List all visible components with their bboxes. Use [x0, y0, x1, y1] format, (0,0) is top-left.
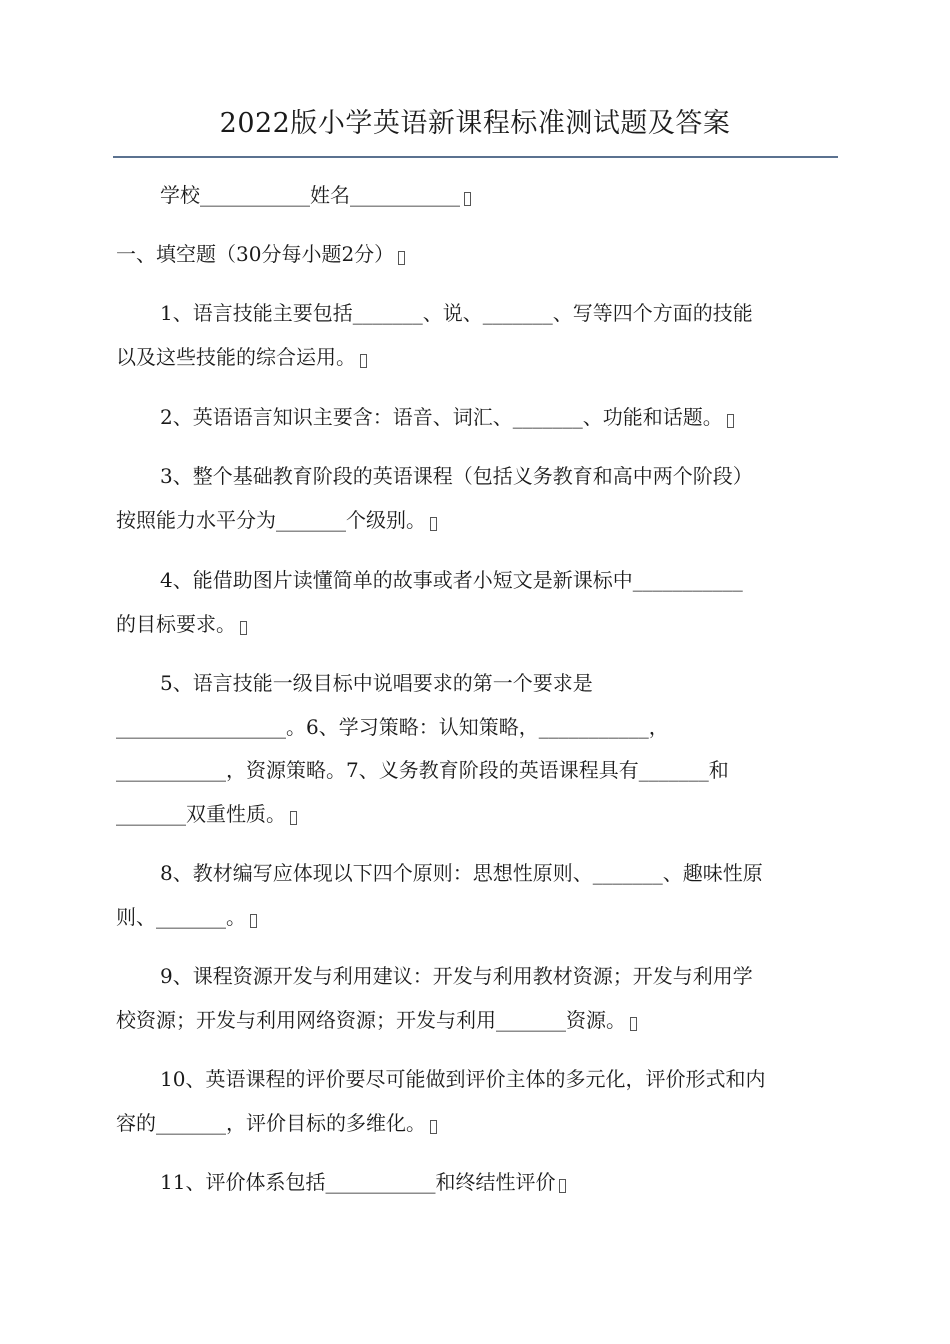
line-text: 9、课程资源开发与利用建议：开发与利用教材资源；开发与利用学 [160, 964, 753, 988]
question-9-line-1 [160, 963, 836, 989]
question-4-line-1 [160, 567, 836, 593]
line-text: 2、英语语言知识主要含：语音、词汇、_______、功能和话题。 [160, 405, 723, 429]
line-text: 容的_______，评价目标的多维化。 [116, 1111, 426, 1135]
question-9-line-2 [116, 1007, 836, 1033]
line-text: 4、能借助图片读懂简单的故事或者小短文是新课标中___________ [160, 568, 743, 592]
line-text: 按照能力水平分为_______个级别。 [116, 508, 426, 532]
paragraph-mark-icon [464, 192, 471, 206]
question-3-line-1 [160, 463, 836, 489]
question-3-line-2 [116, 507, 836, 533]
question-8-line-2 [116, 904, 836, 930]
paragraph-mark-icon [290, 811, 297, 825]
question-2-line-1 [160, 404, 836, 430]
section-heading [116, 241, 836, 267]
paragraph-mark-icon [430, 1120, 437, 1134]
line-text: 3、整个基础教育阶段的英语课程（包括义务教育和高中两个阶段） [160, 464, 753, 488]
question-11-line-1 [160, 1169, 836, 1195]
line-text: 的目标要求。 [116, 612, 236, 636]
paragraph-mark-icon [727, 414, 734, 428]
question-5-line-1 [160, 670, 836, 696]
paragraph-mark-icon [240, 621, 247, 635]
line-text: 学校___________姓名___________ [160, 183, 460, 207]
line-text: 校资源；开发与利用网络资源；开发与利用_______资源。 [116, 1008, 626, 1032]
paragraph-mark-icon [360, 354, 367, 368]
question-5-line-4 [116, 801, 836, 827]
question-10-line-2 [116, 1110, 836, 1136]
line-text: 一、填空题（30分每小题2分） [116, 242, 395, 266]
line-text: 则、_______。 [116, 905, 246, 929]
title-divider [113, 156, 838, 158]
line-text: 10、英语课程的评价要尽可能做到评价主体的多元化，评价形式和内 [160, 1067, 766, 1091]
line-text: _______双重性质。 [116, 802, 286, 826]
question-1-line-1 [160, 300, 836, 326]
school-name-line [160, 182, 836, 208]
line-text: 8、教材编写应体现以下四个原则：思想性原则、_______、趣味性原 [160, 861, 763, 885]
line-text: 11、评价体系包括___________和终结性评价 [160, 1170, 556, 1194]
paragraph-mark-icon [559, 1179, 566, 1193]
line-text: _________________。6、学习策略：认知策略，___________， [116, 715, 669, 739]
question-8-line-1 [160, 860, 836, 886]
line-text: 1、语言技能主要包括_______、说、_______、写等四个方面的技能 [160, 301, 753, 325]
line-text: ___________，资源策略。7、义务教育阶段的英语课程具有_______和 [116, 758, 729, 782]
line-text: 以及这些技能的综合运用。 [116, 345, 356, 369]
paragraph-mark-icon [398, 251, 405, 265]
paragraph-mark-icon [250, 914, 257, 928]
line-text: 5、语言技能一级目标中说唱要求的第一个要求是 [160, 671, 593, 695]
question-5-line-2 [116, 714, 836, 740]
question-5-line-3 [116, 757, 836, 783]
paragraph-mark-icon [430, 517, 437, 531]
question-4-line-2 [116, 611, 836, 637]
question-10-line-1 [160, 1066, 836, 1092]
paragraph-mark-icon [630, 1017, 637, 1031]
document-title: 2022版小学英语新课程标准测试题及答案 [219, 108, 731, 139]
question-1-line-2 [116, 344, 836, 370]
